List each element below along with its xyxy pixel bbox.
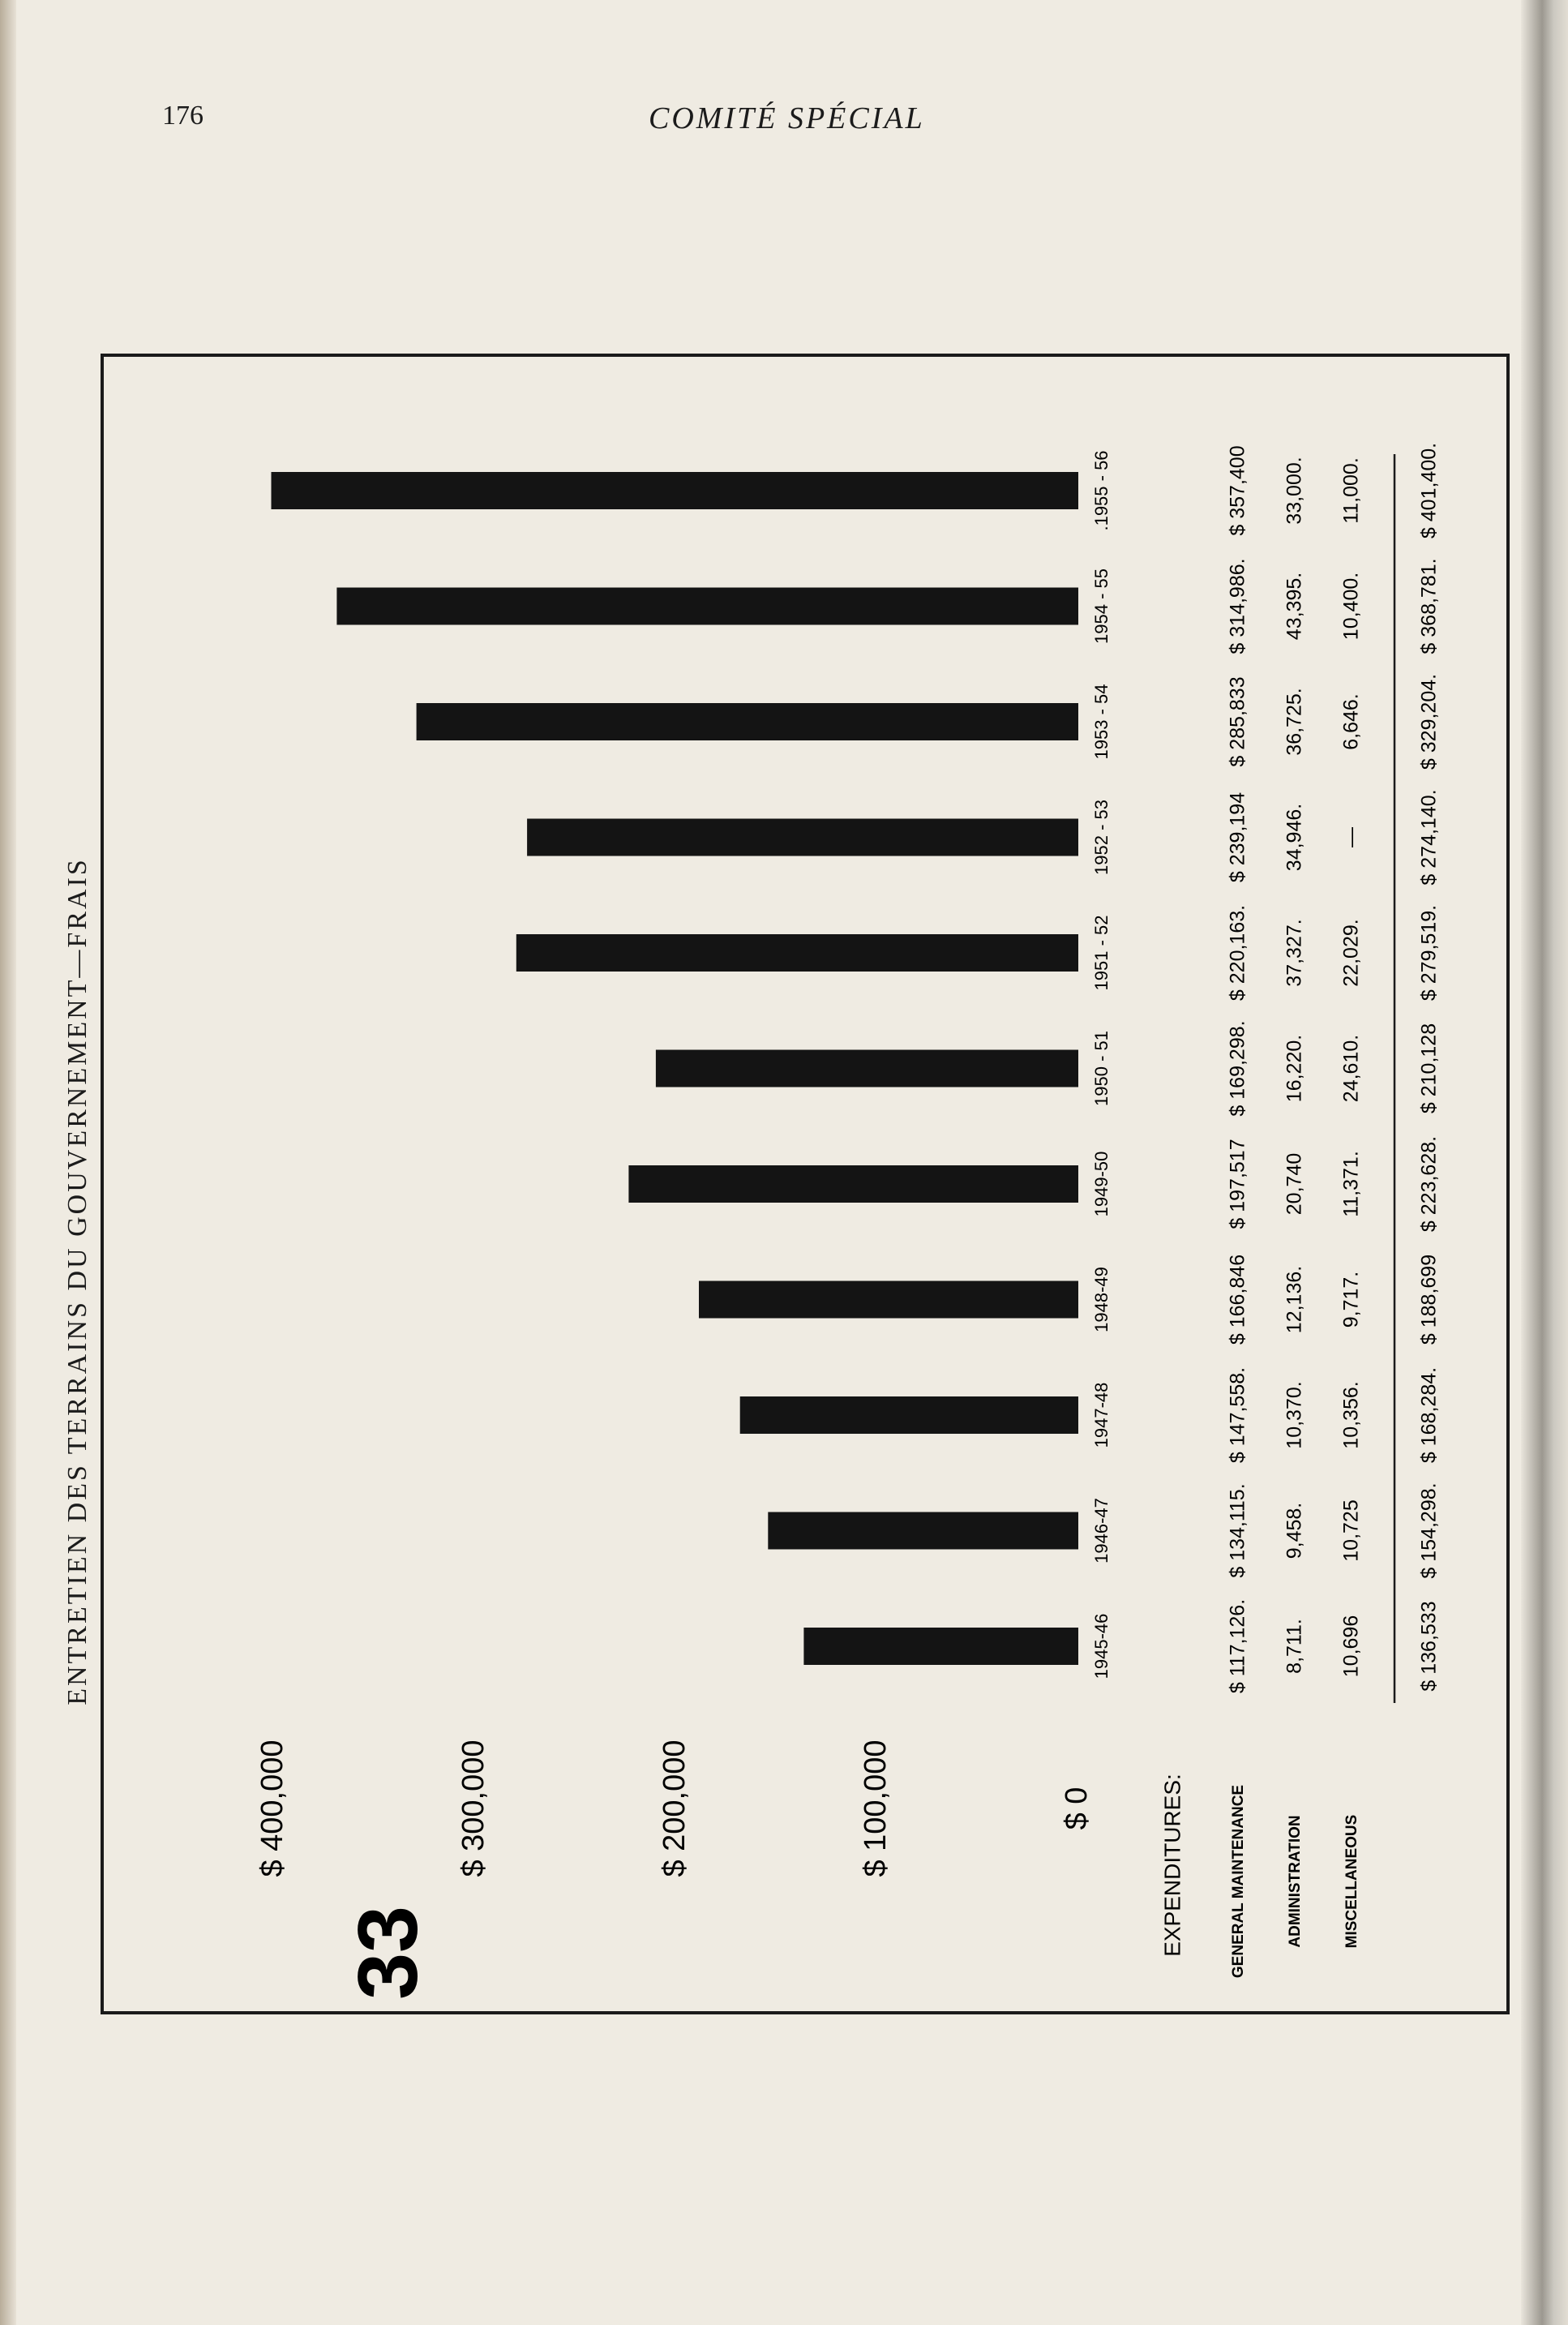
table-cell: 36,725. [1283,688,1306,756]
table-cell: 34,946. [1283,803,1306,872]
table-cell: 16,220. [1283,1034,1306,1103]
category-label: 1946-47 [1090,1498,1112,1564]
bar-1947-48 [740,1396,1078,1434]
category-label: 1948-49 [1090,1267,1112,1332]
expenditures-table-group [1159,443,1440,1978]
value-tick-label: $ 400,000 [255,1739,290,1877]
bar-1949-50 [628,1165,1078,1203]
total-cell: $ 274,140. [1417,789,1441,886]
total-cell: $ 401,400. [1417,442,1441,539]
table-cell: $ 147,558. [1226,1366,1249,1464]
category-label: 1951 - 52 [1090,915,1112,991]
page-number: 176 [162,101,203,131]
total-cell: $ 279,519. [1417,904,1441,1002]
bar-1946-47 [768,1512,1078,1550]
table-cell: 12,136. [1283,1265,1306,1334]
table-cell: 22,029. [1339,919,1363,987]
row-label: GENERAL MAINTENANCE [1230,1784,1248,1979]
expenditures-heading: EXPENDITURES: [1159,1774,1185,1957]
bar-1952-53 [527,819,1078,856]
table-cell: $ 197,517 [1226,1139,1249,1229]
running-head: COMITÉ SPÉCIAL [649,101,925,135]
table-cell: 10,725 [1339,1499,1363,1562]
category-label: 1949-50 [1090,1151,1112,1217]
total-cell: $ 210,128 [1417,1023,1441,1114]
table-cell: $ 117,126. [1226,1598,1249,1694]
category-label: 1945-46 [1090,1613,1112,1679]
value-tick-label: $ 0 [1060,1787,1095,1830]
total-cell: $ 329,204. [1417,673,1441,770]
table-cell: $ 285,833 [1226,676,1249,767]
table-cell: 10,400. [1339,572,1363,641]
table-cell: 6,646. [1339,693,1363,750]
total-cell: $ 368,781. [1417,558,1441,654]
bar-1945-46 [803,1628,1078,1665]
table-cell: $ 134,115. [1226,1483,1249,1578]
table-cell: $ 220,163. [1226,904,1249,1002]
value-axis-labels-group [255,1739,1094,1877]
table-cell: 37,327. [1283,919,1306,987]
category-label: 1947-48 [1090,1382,1112,1448]
total-cell: $ 168,284. [1417,1366,1441,1464]
bars-group [272,472,1079,1665]
table-cell: 10,696 [1339,1615,1363,1678]
bar-1948-49 [699,1281,1078,1319]
bar-1954-55 [336,588,1078,625]
row-label: MISCELLANEOUS [1343,1814,1361,1949]
category-label: 1950 - 51 [1090,1031,1112,1106]
figure-number: 33 [341,1906,435,2000]
bar-1955-56 [272,472,1079,509]
total-cell: $ 154,298. [1417,1482,1441,1579]
table-cell: 11,000. [1339,457,1363,524]
chart-title: ENTRETIEN DES TERRAINS DU GOUVERNEMENT—FRAIS [62,857,92,1705]
value-tick-label: $ 100,000 [859,1739,893,1877]
category-labels-group [1091,450,1112,1679]
total-cell: $ 136,533 [1417,1601,1441,1692]
category-label: .1955 - 56 [1090,450,1112,531]
value-tick-label: $ 200,000 [658,1739,692,1877]
category-label: 1952 - 53 [1090,800,1112,875]
table-cell: 10,356. [1339,1381,1363,1449]
bar-1953-54 [417,703,1078,740]
row-label: ADMINISTRATION [1287,1815,1305,1948]
total-cell: $ 188,699 [1417,1254,1441,1345]
table-cell: 8,711. [1283,1619,1306,1674]
table-cell: 9,458. [1283,1502,1306,1559]
table-cell: 20,740 [1283,1152,1306,1216]
total-cell: $ 223,628. [1417,1135,1441,1233]
bar-1950-51 [656,1050,1078,1087]
table-cell: $ 239,194 [1226,791,1249,883]
value-tick-label: $ 300,000 [456,1739,491,1877]
table-cell: 10,370. [1283,1381,1306,1449]
table-cell: — [1339,827,1363,847]
category-label: 1954 - 55 [1090,568,1112,644]
table-cell: 43,395. [1283,572,1306,641]
table-cell: $ 166,846 [1226,1254,1249,1345]
table-cell: $ 169,298. [1226,1020,1249,1117]
table-cell: $ 314,986. [1226,558,1249,654]
table-cell: 33,000. [1283,457,1306,525]
table-cell: 9,717. [1339,1271,1363,1328]
table-cell: $ 357,400 [1226,445,1249,536]
category-label: 1953 - 54 [1090,684,1112,760]
table-cell: 11,371. [1339,1151,1363,1217]
table-cell: 24,610. [1339,1034,1363,1103]
bar-1951-52 [516,934,1078,972]
